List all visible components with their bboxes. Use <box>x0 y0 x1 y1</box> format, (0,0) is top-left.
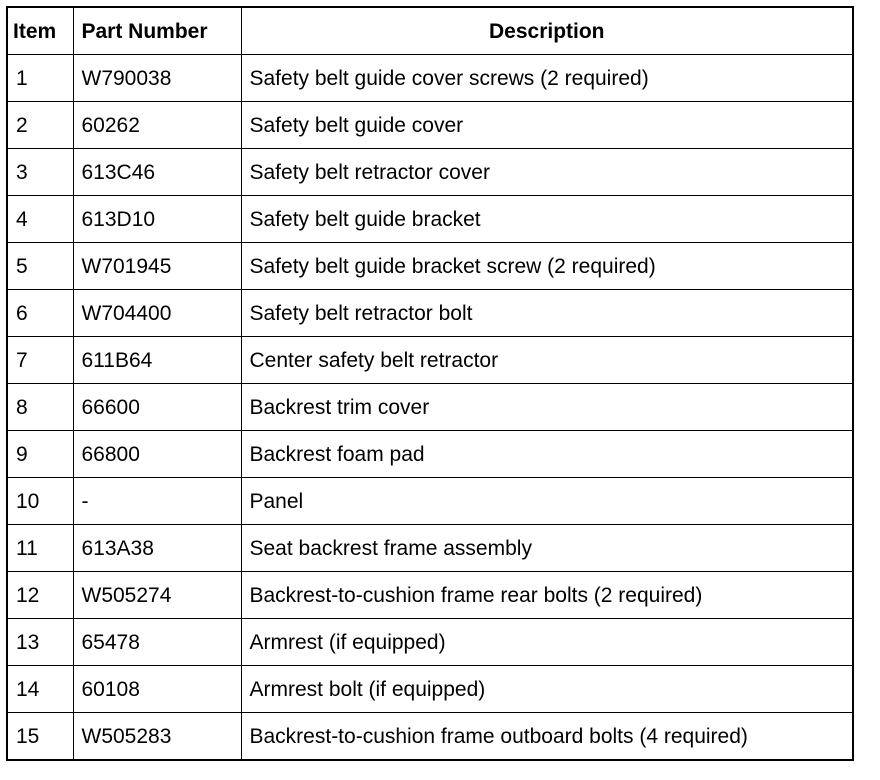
cell-item: 15 <box>7 713 73 761</box>
cell-description: Safety belt guide bracket <box>241 196 853 243</box>
cell-item: 1 <box>7 55 73 102</box>
cell-description: Seat backrest frame assembly <box>241 525 853 572</box>
cell-part-number: W790038 <box>73 55 241 102</box>
cell-part-number: W505274 <box>73 572 241 619</box>
cell-part-number: 60262 <box>73 102 241 149</box>
cell-description: Armrest (if equipped) <box>241 619 853 666</box>
table-row <box>7 149 853 196</box>
table-row <box>7 243 853 290</box>
cell-item: 13 <box>7 619 73 666</box>
cell-item: 11 <box>7 525 73 572</box>
cell-part-number: - <box>73 478 241 525</box>
table-row <box>7 337 853 384</box>
cell-part-number: 60108 <box>73 666 241 713</box>
table-row <box>7 55 853 102</box>
header-part-number: Part Number <box>73 7 241 55</box>
cell-item: 5 <box>7 243 73 290</box>
cell-part-number: 613C46 <box>73 149 241 196</box>
table-row <box>7 525 853 572</box>
header-row <box>7 7 853 55</box>
cell-description: Backrest-to-cushion frame rear bolts (2 required) <box>241 572 853 619</box>
cell-item: 12 <box>7 572 73 619</box>
cell-description: Armrest bolt (if equipped) <box>241 666 853 713</box>
header-item: Item <box>7 7 73 55</box>
table-row <box>7 666 853 713</box>
parts-table <box>6 6 854 761</box>
cell-item: 4 <box>7 196 73 243</box>
table-row <box>7 619 853 666</box>
cell-description: Safety belt guide cover <box>241 102 853 149</box>
table-row <box>7 572 853 619</box>
cell-description: Backrest-to-cushion frame outboard bolts (4 required) <box>241 713 853 761</box>
table-row <box>7 713 853 761</box>
cell-item: 14 <box>7 666 73 713</box>
table-row <box>7 384 853 431</box>
table-body <box>7 55 853 761</box>
cell-description: Safety belt guide bracket screw (2 required) <box>241 243 853 290</box>
table-row <box>7 478 853 525</box>
table-row <box>7 431 853 478</box>
header-description: Description <box>241 7 853 55</box>
table-row <box>7 196 853 243</box>
cell-item: 3 <box>7 149 73 196</box>
cell-description: Backrest trim cover <box>241 384 853 431</box>
cell-part-number: 611B64 <box>73 337 241 384</box>
cell-description: Safety belt guide cover screws (2 required) <box>241 55 853 102</box>
table-row <box>7 102 853 149</box>
cell-item: 8 <box>7 384 73 431</box>
cell-item: 10 <box>7 478 73 525</box>
cell-part-number: W704400 <box>73 290 241 337</box>
cell-part-number: 65478 <box>73 619 241 666</box>
cell-part-number: 613D10 <box>73 196 241 243</box>
cell-part-number: 66800 <box>73 431 241 478</box>
cell-description: Safety belt retractor bolt <box>241 290 853 337</box>
cell-description: Panel <box>241 478 853 525</box>
cell-description: Safety belt retractor cover <box>241 149 853 196</box>
cell-part-number: 613A38 <box>73 525 241 572</box>
table-header <box>7 7 853 55</box>
cell-item: 7 <box>7 337 73 384</box>
cell-description: Backrest foam pad <box>241 431 853 478</box>
cell-part-number: 66600 <box>73 384 241 431</box>
cell-part-number: W505283 <box>73 713 241 761</box>
cell-description: Center safety belt retractor <box>241 337 853 384</box>
cell-item: 9 <box>7 431 73 478</box>
table-row <box>7 290 853 337</box>
cell-item: 2 <box>7 102 73 149</box>
cell-part-number: W701945 <box>73 243 241 290</box>
cell-item: 6 <box>7 290 73 337</box>
